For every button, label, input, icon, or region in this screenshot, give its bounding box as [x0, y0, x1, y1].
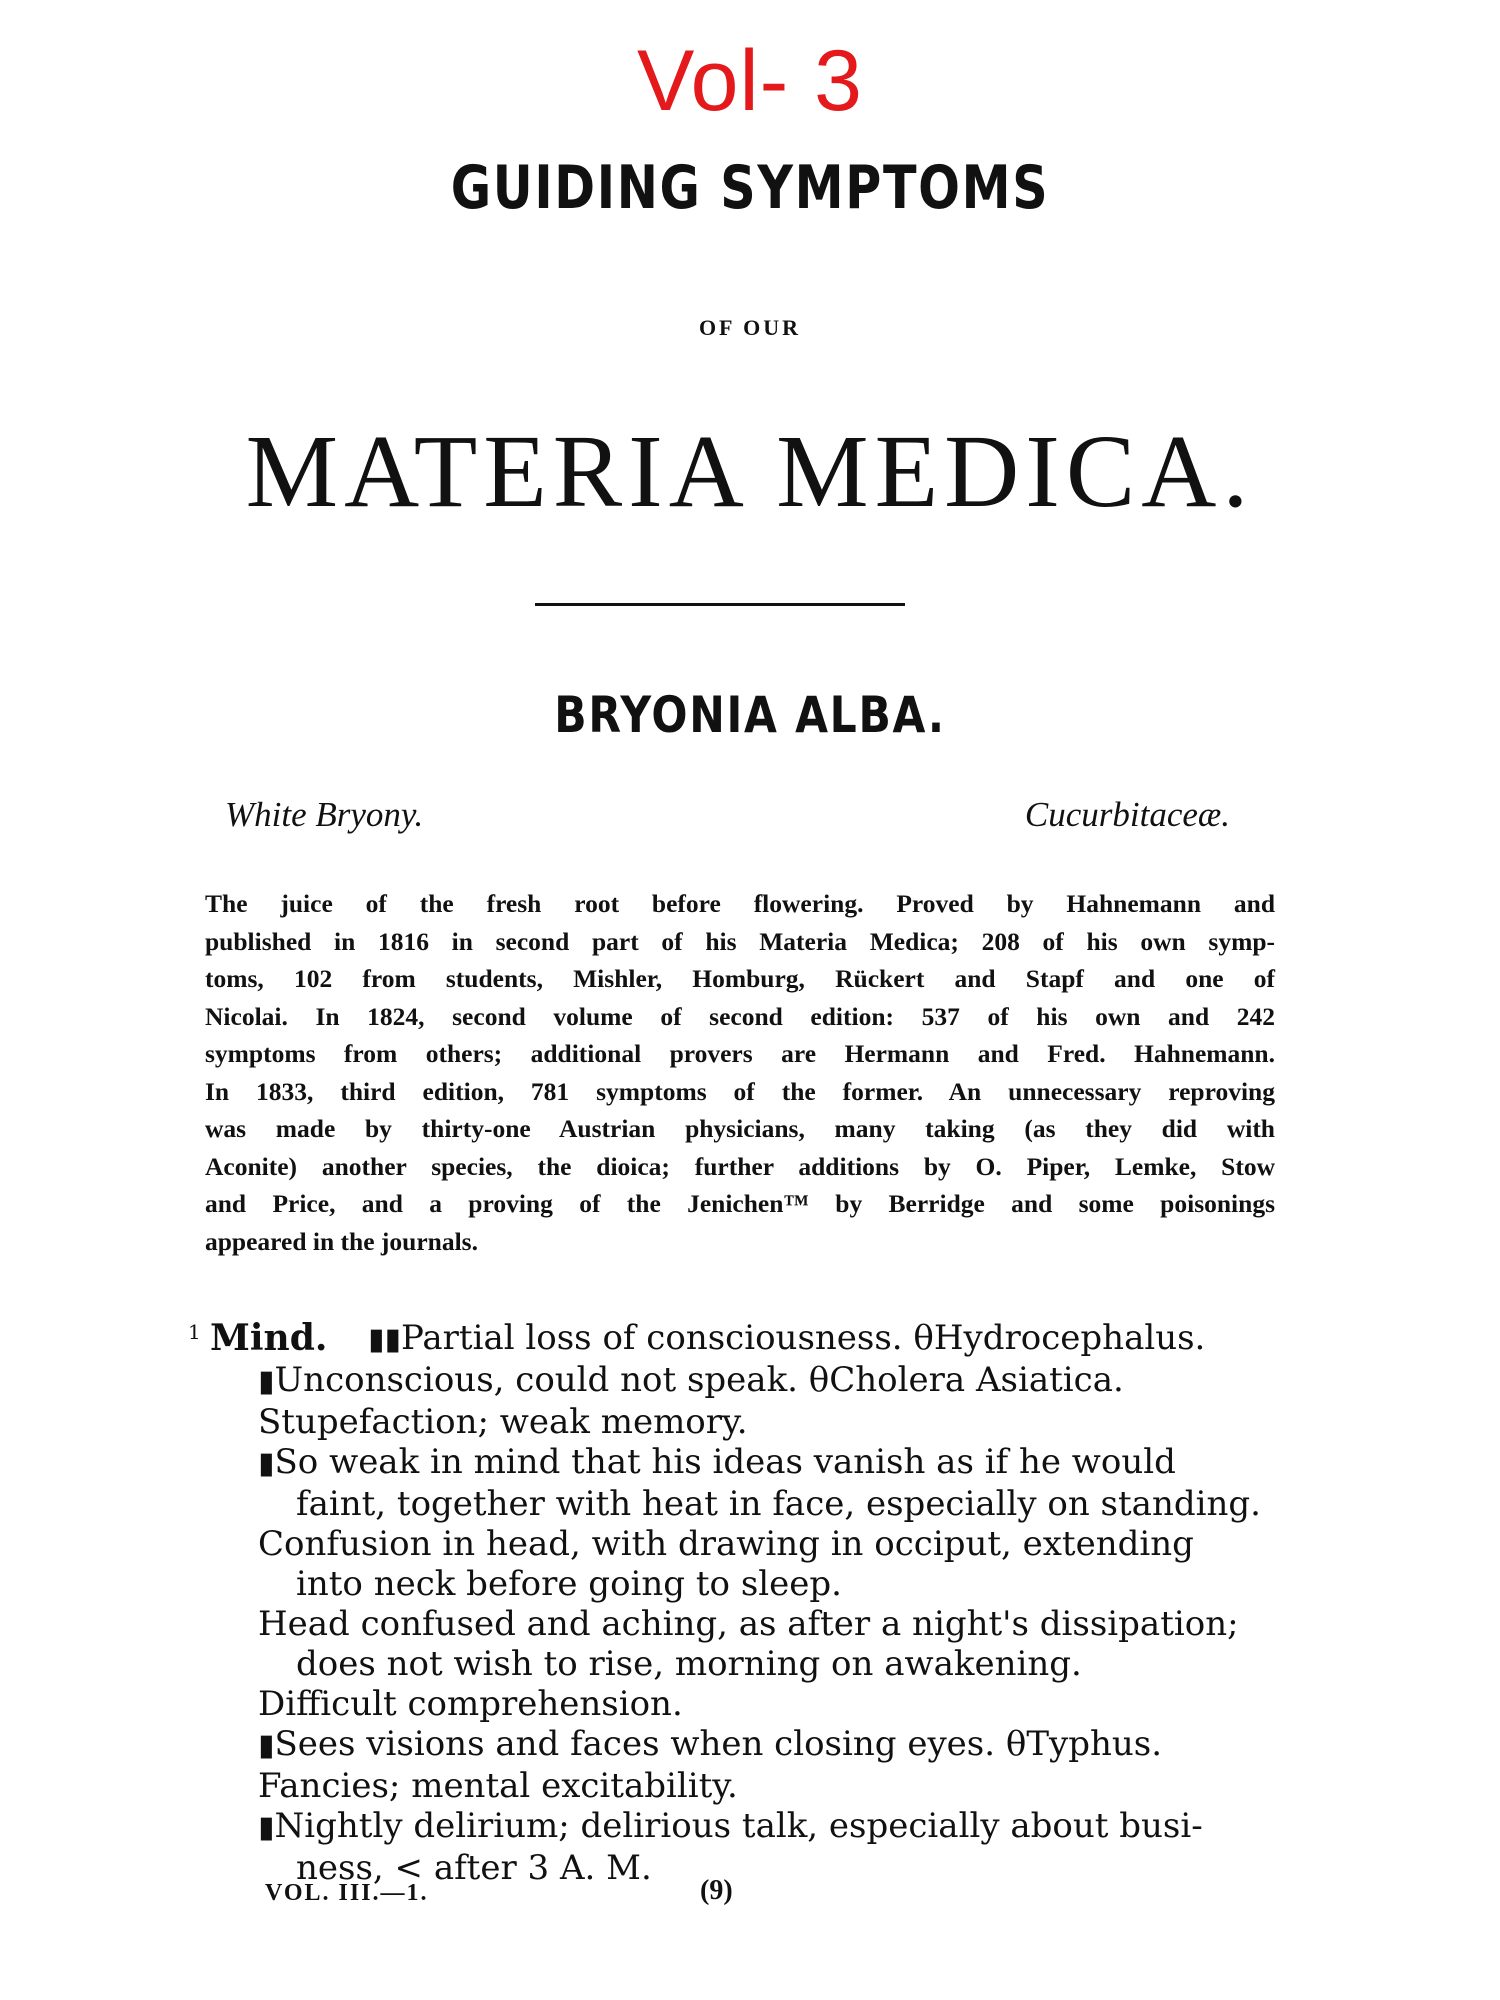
- symptom-entry: [0, 1766, 1500, 1806]
- intro-line: Aconite) another species, the dioica; further additions by O. Piper, Lemke, Stow: [205, 1151, 1275, 1181]
- intro-line: toms, 102 from students, Mishler, Homburg, Rückert and Stapf and one of: [205, 964, 1275, 993]
- remedy-name: BRYONIA ALBA.: [554, 686, 946, 744]
- symptom-entry: [0, 1442, 1500, 1524]
- remedy-common-name: White Bryony.: [225, 795, 424, 834]
- grade-mark: ▮▮: [368, 1322, 402, 1357]
- section-number: 1: [188, 1320, 201, 1344]
- intro-line: symptoms from others; additional provers are Hermann and Fred. Hahnemann.: [205, 1039, 1275, 1068]
- title-guiding-symptoms: GUIDING SYMPTOMS: [450, 153, 1050, 223]
- symptom-entry: [0, 1402, 1500, 1442]
- grade-mark: ▮: [258, 1364, 275, 1399]
- symptom-continuation: ness, < after 3 A. M.: [296, 1848, 652, 1888]
- page-number: (9): [700, 1875, 733, 1906]
- symptom-continuation: faint, together with heat in face, especially on standing.: [296, 1484, 1261, 1524]
- intro-line: Nicolai. In 1824, second volume of second edition: 537 of his own and 242: [205, 1001, 1275, 1031]
- symptom-entry: [0, 1524, 1500, 1604]
- symptom-line: [0, 1360, 1500, 1402]
- symptom-entry: [0, 1724, 1500, 1766]
- intro-line: and Price, and a proving of the Jenichen™ by Berridge and some poisonings: [205, 1189, 1275, 1218]
- symptom-text: Confusion in head, with drawing in occiput, extending: [258, 1524, 1194, 1564]
- symptom-entry: [0, 1604, 1500, 1684]
- symptom-line: [0, 1442, 1500, 1484]
- symptom-line: [0, 1524, 1500, 1564]
- symptom-line: [0, 1766, 1500, 1806]
- volume-stamp: Vol- 3: [637, 33, 863, 129]
- intro-line: appeared in the journals.: [205, 1226, 478, 1256]
- title-divider-rule: [535, 603, 905, 606]
- symptom-line: [0, 1684, 1500, 1724]
- symptom-line: [0, 1724, 1500, 1766]
- symptom-text: Head confused and aching, as after a night's dissipation;: [258, 1604, 1239, 1644]
- remedy-family: Cucurbitaceæ.: [1024, 795, 1230, 834]
- title-of-our: OF OUR: [698, 315, 802, 340]
- intro-line: published in 1816 in second part of his Materia Medica; 208 of his own symp-: [205, 926, 1275, 956]
- section-heading: Mind.: [210, 1317, 328, 1359]
- symptom-text: Partial loss of consciousness. θHydrocephalus.: [401, 1318, 1206, 1358]
- mind-section: [0, 1318, 1500, 1888]
- symptom-text: So weak in mind that his ideas vanish as if he would: [274, 1442, 1176, 1482]
- footer-volume-signature: VOL. III.—1.: [265, 1880, 429, 1906]
- symptom-text: Unconscious, could not speak. θCholera Asiatica.: [274, 1360, 1124, 1400]
- symptom-text: Stupefaction; weak memory.: [258, 1402, 748, 1442]
- title-materia-medica: MATERIA MEDICA.: [245, 414, 1255, 529]
- grade-mark: ▮: [258, 1728, 275, 1763]
- symptom-entry: [0, 1806, 1500, 1888]
- symptom-line: [0, 1806, 1500, 1848]
- symptom-entry: [0, 1684, 1500, 1724]
- symptom-line: [0, 1604, 1500, 1644]
- symptom-line: [0, 1402, 1500, 1442]
- symptom-entry: [0, 1360, 1500, 1402]
- intro-line: was made by thirty-one Austrian physicians, many taking (as they did with: [205, 1114, 1275, 1143]
- symptom-entry: [0, 1318, 1500, 1360]
- intro-line: In 1833, third edition, 781 symptoms of the former. An unnecessary reproving: [205, 1076, 1275, 1106]
- symptom-text: Fancies; mental excitability.: [258, 1766, 738, 1806]
- symptom-text: Sees visions and faces when closing eyes. θTyphus.: [274, 1724, 1163, 1764]
- symptom-continuation: into neck before going to sleep.: [296, 1564, 842, 1604]
- symptom-continuation: does not wish to rise, morning on awakening.: [296, 1644, 1082, 1684]
- intro-line: The juice of the fresh root before flowering. Proved by Hahnemann and: [205, 889, 1275, 918]
- intro-paragraph: [205, 885, 1275, 1260]
- symptom-text: Difficult comprehension.: [258, 1684, 683, 1724]
- grade-mark: ▮: [258, 1810, 275, 1845]
- symptom-text: Nightly delirium; delirious talk, especially about busi-: [274, 1806, 1203, 1846]
- grade-mark: ▮: [258, 1446, 275, 1481]
